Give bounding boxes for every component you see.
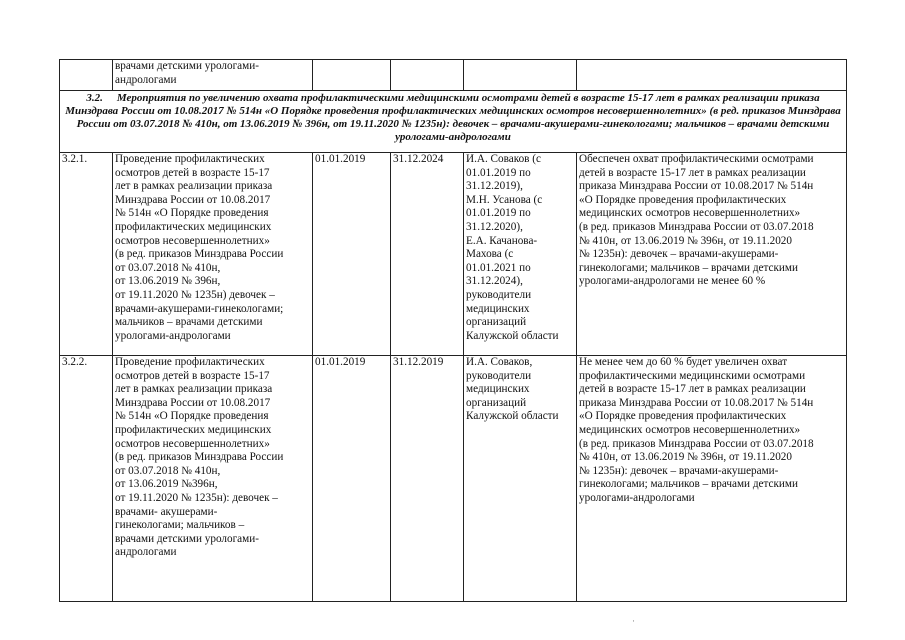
- cont-end-cell: [391, 60, 464, 91]
- row-activity: Проведение профилактических осмотров детей в возрасте 15-17 лет в рамках реализации приказа Минздрава России от 10.08.2017 № 514н «О Порядке проведения профилактических медицинских осмотров несовершеннолетних» (в ред. приказов Минздрава России от 03.07.2018 № 410н, от 13.06.2019 № 396н, от 19.11.2020 № 1235н) девочек – врачами-акушерами-гинекологами; мальчиков – врачами детскими урологами-андрологами: [113, 153, 313, 356]
- cont-result-cell: [577, 60, 847, 91]
- cont-start-cell: [313, 60, 391, 91]
- section-heading: [60, 91, 847, 153]
- cont-activity-cell: врачами детскими урологами- андрологами: [113, 60, 313, 91]
- row-end-date: 31.12.2019: [391, 356, 464, 602]
- activities-table: [59, 59, 847, 602]
- row-responsible: И.А. Соваков (с 01.01.2019 по 31.12.2019), М.Н. Усанова (с 01.01.2019 по 31.12.2020), Е.А. Качанова- Махова (с 01.01.2021 по 31.12.2024), руководители медицинских организаций Калужской области: [464, 153, 577, 356]
- section-heading-row: [60, 91, 847, 153]
- row-number: 3.2.1.: [60, 153, 113, 356]
- section-title: Мероприятия по увеличению охвата профилактическими медицинскими осмотрами детей в возрасте 15-17 лет в рамках реализации приказа Минздрава России от 10.08.2017 № 514н «О Порядке проведения профилактических медицинских осмотров несовершеннолетних» (в ред. приказов Минздрава России от 03.07.2018 № 410н, от 13.06.2019 № 396н, от 19.11.2020 № 1235н): девочек – врачами-акушерами-гинекологами; мальчиков – врачами детскими урологами-андрологами: [65, 92, 841, 143]
- table-row: [60, 153, 847, 356]
- row-start-date: 01.01.2019: [313, 153, 391, 356]
- row-number: 3.2.2.: [60, 356, 113, 602]
- row-activity: Проведение профилактических осмотров детей в возрасте 15-17 лет в рамках реализации приказа Минздрава России от 10.08.2017 № 514н «О Порядке проведения профилактических медицинских осмотров несовершеннолетних» (в ред. приказов Минздрава России от 03.07.2018 № 410н, от 13.06.2019 №396н, от 19.11.2020 № 1235н): девочек – врачами- акушерами- гинекологами; мальчиков – врачами детскими урологами- андрологами: [113, 356, 313, 602]
- row-start-date: 01.01.2019: [313, 356, 391, 602]
- row-responsible: И.А. Соваков, руководители медицинских организаций Калужской области: [464, 356, 577, 602]
- row-result: Обеспечен охват профилактическими осмотрами детей в возрасте 15-17 лет в рамках реализации приказа Минздрава России от 10.08.2017 № 514н «О Порядке проведения профилактических медицинских осмотров несовершеннолетних» (в ред. приказов Минздрава России от 03.07.2018 № 410н, от 13.06.2019 № 396н, от 19.11.2020 № 1235н): девочек – врачами-акушерами- гинекологами; мальчиков – врачами детскими урологами-андрологами не менее 60 %: [577, 153, 847, 356]
- row-result: Не менее чем до 60 % будет увеличен охват профилактическими медицинскими осмотрами детей в возрасте 15-17 лет в рамках реализации приказа Минздрава России от 10.08.2017 № 514н «О Порядке проведения профилактических медицинских осмотров несовершеннолетних» (в ред. приказов Минздрава России от 03.07.2018 № 410н, от 13.06.2019 № 396н, от 19.11.2020 № 1235н): девочек – врачами-акушерами- гинекологами; мальчиков – врачами детскими урологами-андрологами: [577, 356, 847, 602]
- row-end-date: 31.12.2024: [391, 153, 464, 356]
- continuation-row: [60, 60, 847, 91]
- table-row: [60, 356, 847, 602]
- cont-number-cell: [60, 60, 113, 91]
- section-number: 3.2.: [86, 92, 103, 104]
- cont-responsible-cell: [464, 60, 577, 91]
- scan-speck: ·: [632, 616, 635, 626]
